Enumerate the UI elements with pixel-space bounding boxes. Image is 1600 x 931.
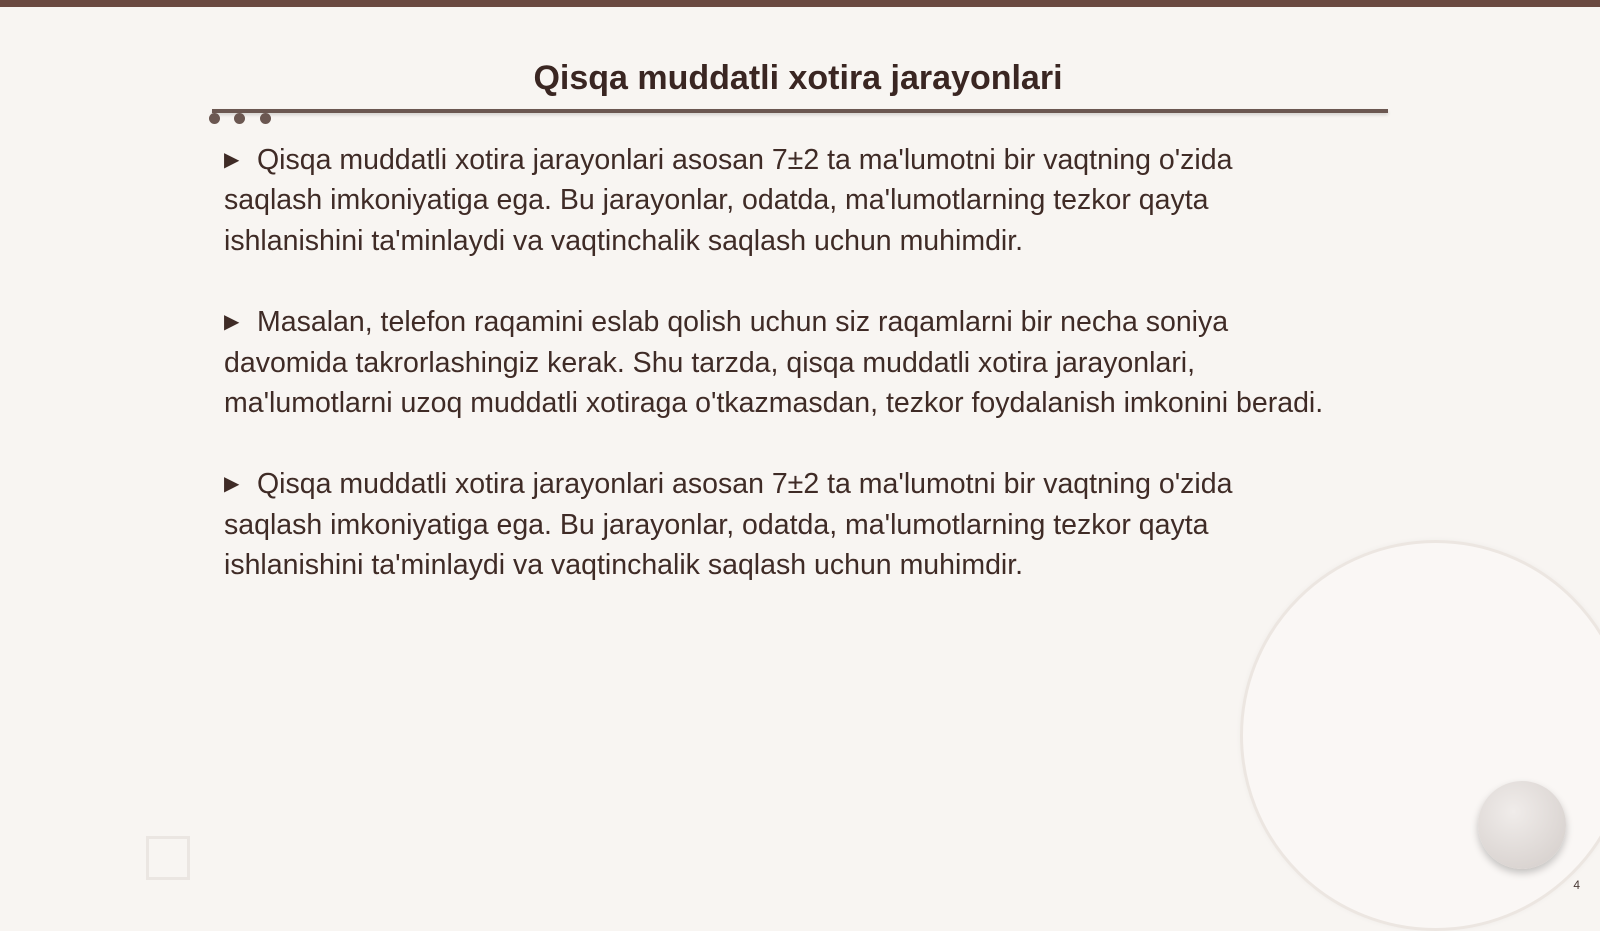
bullet-item-3 xyxy=(224,464,1334,585)
decorative-dot-3 xyxy=(260,113,271,124)
decorative-small-circle xyxy=(1478,781,1566,869)
decorative-large-circle xyxy=(1240,540,1600,931)
bullet-text: Qisqa muddatli xotira jarayonlari asosan 7±2 ta ma'lumotni bir vaqtning o'zida saqlash imkoniyatiga ega. Bu jarayonlar, odatda, ma'lumotlarning tezkor qayta ishlanishini ta'minlaydi va vaqtinchalik saqlash uchun muhimdir. xyxy=(224,144,1233,257)
slide-title: Qisqa muddatli xotira jarayonlari xyxy=(533,59,1063,97)
page-number: 4 xyxy=(1573,878,1580,892)
top-accent-bar xyxy=(0,0,1600,7)
decorative-square xyxy=(146,836,190,880)
bullet-text: Masalan, telefon raqamini eslab qolish uchun siz raqamlarni bir necha soniya davomida takrorlashingiz kerak. Shu tarzda, qisqa muddatli xotira jarayonlari, ma'lumotlarni uzoq muddatli xotiraga o'tkazmasdan, tezkor foydalanish imkonini beradi. xyxy=(224,306,1324,420)
bullet-arrow-icon: ▶ xyxy=(224,473,240,496)
decorative-dot-2 xyxy=(234,113,245,124)
title-underline xyxy=(212,109,1388,113)
bullet-arrow-icon: ▶ xyxy=(224,149,240,171)
bullet-item-2 xyxy=(224,302,1334,423)
bullet-item-1 xyxy=(224,140,1334,261)
slide-content xyxy=(224,140,1334,627)
bullet-arrow-icon: ▶ xyxy=(224,311,240,334)
bullet-text: Qisqa muddatli xotira jarayonlari asosan 7±2 ta ma'lumotni bir vaqtning o'zida saqlash imkoniyatiga ega. Bu jarayonlar, odatda, ma'lumotlarning tezkor qayta ishlanishini ta'minlaydi va vaqtinchalik saqlash uchun muhimdir. xyxy=(224,468,1233,582)
decorative-dot-1 xyxy=(209,113,220,124)
